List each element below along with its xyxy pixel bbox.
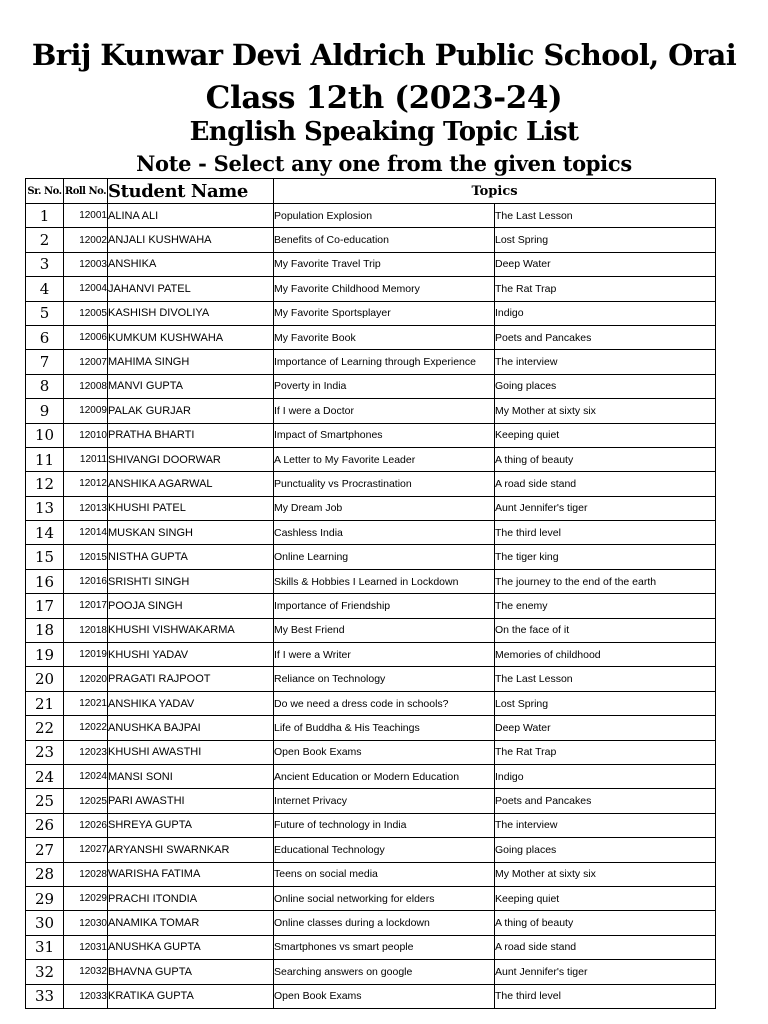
topic-1-cell: Skills & Hobbies I Learned in Lockdown	[274, 569, 495, 593]
student-name-cell: ANUSHKA BAJPAI	[108, 716, 274, 740]
table-row	[26, 447, 716, 471]
sr-no-cell: 27	[26, 838, 64, 862]
table-row	[26, 496, 716, 520]
topic-2-cell: Indigo	[495, 764, 716, 788]
roll-no-cell: 12026	[64, 813, 108, 837]
student-name-cell: ANSHIKA AGARWAL	[108, 472, 274, 496]
table-row	[26, 862, 716, 886]
topic-2-cell: The third level	[495, 521, 716, 545]
sr-no-cell: 13	[26, 496, 64, 520]
student-name-cell: ANJALI KUSHWAHA	[108, 228, 274, 252]
topic-2-cell: Aunt Jennifer's tiger	[495, 960, 716, 984]
roll-no-cell: 12011	[64, 447, 108, 471]
student-name-cell: ANAMIKA TOMAR	[108, 911, 274, 935]
student-name-cell: ARYANSHI SWARNKAR	[108, 838, 274, 862]
student-name-cell: MANVI GUPTA	[108, 374, 274, 398]
topic-1-cell: Population Explosion	[274, 204, 495, 228]
sr-no-cell: 28	[26, 862, 64, 886]
student-name-cell: KHUSHI PATEL	[108, 496, 274, 520]
sr-no-cell: 8	[26, 374, 64, 398]
topic-1-cell: Poverty in India	[274, 374, 495, 398]
topic-1-cell: My Favorite Sportsplayer	[274, 301, 495, 325]
roll-no-cell: 12027	[64, 838, 108, 862]
student-name-cell: KRATIKA GUPTA	[108, 984, 274, 1008]
table-row	[26, 423, 716, 447]
student-name-cell: BHAVNA GUPTA	[108, 960, 274, 984]
student-name-cell: SHREYA GUPTA	[108, 813, 274, 837]
topic-2-cell: Keeping quiet	[495, 886, 716, 910]
student-name-cell: ANUSHKA GUPTA	[108, 935, 274, 959]
topic-2-cell: Keeping quiet	[495, 423, 716, 447]
topic-1-cell: Searching answers on google	[274, 960, 495, 984]
table-row	[26, 667, 716, 691]
table-row	[26, 911, 716, 935]
table-row	[26, 277, 716, 301]
sr-no-cell: 1	[26, 204, 64, 228]
sr-no-cell: 6	[26, 325, 64, 349]
topic-2-cell: Deep Water	[495, 252, 716, 276]
topic-1-cell: My Favorite Travel Trip	[274, 252, 495, 276]
topic-1-cell: Impact of Smartphones	[274, 423, 495, 447]
student-name-cell: KHUSHI VISHWAKARMA	[108, 618, 274, 642]
topic-1-cell: Importance of Learning through Experience	[274, 350, 495, 374]
student-name-cell: NISTHA GUPTA	[108, 545, 274, 569]
roll-no-cell: 12006	[64, 325, 108, 349]
header-student-name: Student Name	[108, 179, 274, 204]
topic-2-cell: A thing of beauty	[495, 911, 716, 935]
topic-1-cell: Open Book Exams	[274, 984, 495, 1008]
topic-1-cell: Life of Buddha & His Teachings	[274, 716, 495, 740]
topic-2-cell: On the face of it	[495, 618, 716, 642]
topic-2-cell: Memories of childhood	[495, 643, 716, 667]
topic-1-cell: My Dream Job	[274, 496, 495, 520]
student-name-cell: ANSHIKA YADAV	[108, 691, 274, 715]
topic-2-cell: The journey to the end of the earth	[495, 569, 716, 593]
sr-no-cell: 4	[26, 277, 64, 301]
student-name-cell: ANSHIKA	[108, 252, 274, 276]
topic-1-cell: My Best Friend	[274, 618, 495, 642]
roll-no-cell: 12008	[64, 374, 108, 398]
topic-1-cell: Benefits of Co-education	[274, 228, 495, 252]
roll-no-cell: 12005	[64, 301, 108, 325]
header-roll-no: Roll No.	[64, 179, 108, 204]
sr-no-cell: 11	[26, 447, 64, 471]
table-row	[26, 813, 716, 837]
roll-no-cell: 12031	[64, 935, 108, 959]
topic-1-cell: If I were a Doctor	[274, 399, 495, 423]
roll-no-cell: 12013	[64, 496, 108, 520]
sr-no-cell: 23	[26, 740, 64, 764]
topic-2-cell: My Mother at sixty six	[495, 862, 716, 886]
topic-2-cell: A road side stand	[495, 472, 716, 496]
roll-no-cell: 12033	[64, 984, 108, 1008]
sr-no-cell: 30	[26, 911, 64, 935]
roll-no-cell: 12020	[64, 667, 108, 691]
topic-1-cell: Reliance on Technology	[274, 667, 495, 691]
table-row	[26, 350, 716, 374]
topic-2-cell: A thing of beauty	[495, 447, 716, 471]
sr-no-cell: 26	[26, 813, 64, 837]
roll-no-cell: 12017	[64, 594, 108, 618]
topic-1-cell: Teens on social media	[274, 862, 495, 886]
list-title: English Speaking Topic List	[189, 117, 579, 147]
sr-no-cell: 29	[26, 886, 64, 910]
sr-no-cell: 17	[26, 594, 64, 618]
roll-no-cell: 12012	[64, 472, 108, 496]
topic-2-cell: Poets and Pancakes	[495, 789, 716, 813]
topic-1-cell: Do we need a dress code in schools?	[274, 691, 495, 715]
roll-no-cell: 12032	[64, 960, 108, 984]
topic-2-cell: The Rat Trap	[495, 277, 716, 301]
table-row	[26, 374, 716, 398]
table-row	[26, 838, 716, 862]
roll-no-cell: 12025	[64, 789, 108, 813]
sr-no-cell: 22	[26, 716, 64, 740]
header-sr-no: Sr. No.	[26, 179, 64, 204]
table-row	[26, 643, 716, 667]
sr-no-cell: 31	[26, 935, 64, 959]
topic-1-cell: Open Book Exams	[274, 740, 495, 764]
table-row	[26, 252, 716, 276]
topic-2-cell: Going places	[495, 838, 716, 862]
topic-2-cell: My Mother at sixty six	[495, 399, 716, 423]
roll-no-cell: 12009	[64, 399, 108, 423]
topic-2-cell: Indigo	[495, 301, 716, 325]
table-row	[26, 886, 716, 910]
student-name-cell: PRACHI ITONDIA	[108, 886, 274, 910]
roll-no-cell: 12003	[64, 252, 108, 276]
topic-2-cell: A road side stand	[495, 935, 716, 959]
roll-no-cell: 12023	[64, 740, 108, 764]
roll-no-cell: 12024	[64, 764, 108, 788]
topic-2-cell: The Last Lesson	[495, 667, 716, 691]
sr-no-cell: 9	[26, 399, 64, 423]
student-name-cell: JAHANVI PATEL	[108, 277, 274, 301]
table-row	[26, 789, 716, 813]
topic-2-cell: The tiger king	[495, 545, 716, 569]
topic-1-cell: A Letter to My Favorite Leader	[274, 447, 495, 471]
roll-no-cell: 12015	[64, 545, 108, 569]
student-name-cell: KHUSHI AWASTHI	[108, 740, 274, 764]
table-row	[26, 472, 716, 496]
topic-1-cell: Smartphones vs smart people	[274, 935, 495, 959]
header-topics: Topics	[274, 179, 716, 204]
student-name-cell: MUSKAN SINGH	[108, 521, 274, 545]
table-row	[26, 325, 716, 349]
student-name-cell: WARISHA FATIMA	[108, 862, 274, 886]
student-name-cell: MANSI SONI	[108, 764, 274, 788]
roll-no-cell: 12030	[64, 911, 108, 935]
topic-2-cell: Deep Water	[495, 716, 716, 740]
table-row	[26, 618, 716, 642]
sr-no-cell: 19	[26, 643, 64, 667]
topic-2-cell: The interview	[495, 350, 716, 374]
topic-2-cell: Going places	[495, 374, 716, 398]
roll-no-cell: 12022	[64, 716, 108, 740]
topic-2-cell: Lost Spring	[495, 691, 716, 715]
sr-no-cell: 21	[26, 691, 64, 715]
student-name-cell: SHIVANGI DOORWAR	[108, 447, 274, 471]
topic-2-cell: Aunt Jennifer's tiger	[495, 496, 716, 520]
topic-1-cell: Ancient Education or Modern Education	[274, 764, 495, 788]
table-row	[26, 545, 716, 569]
roll-no-cell: 12018	[64, 618, 108, 642]
topic-1-cell: Punctuality vs Procrastination	[274, 472, 495, 496]
roll-no-cell: 12029	[64, 886, 108, 910]
sr-no-cell: 24	[26, 764, 64, 788]
sr-no-cell: 33	[26, 984, 64, 1008]
school-name: Brij Kunwar Devi Aldrich Public School, Orai	[31, 38, 737, 72]
table-body	[26, 204, 716, 1009]
student-name-cell: KASHISH DIVOLIYA	[108, 301, 274, 325]
topic-2-cell: The Last Lesson	[495, 204, 716, 228]
sr-no-cell: 20	[26, 667, 64, 691]
table-row	[26, 960, 716, 984]
roll-no-cell: 12028	[64, 862, 108, 886]
topic-1-cell: Educational Technology	[274, 838, 495, 862]
roll-no-cell: 12010	[64, 423, 108, 447]
student-name-cell: PRATHA BHARTI	[108, 423, 274, 447]
topic-2-cell: The third level	[495, 984, 716, 1008]
student-name-cell: KUMKUM KUSHWAHA	[108, 325, 274, 349]
table-row	[26, 399, 716, 423]
student-name-cell: KHUSHI YADAV	[108, 643, 274, 667]
topic-2-cell: Lost Spring	[495, 228, 716, 252]
topic-1-cell: My Favorite Book	[274, 325, 495, 349]
topic-1-cell: Online social networking for elders	[274, 886, 495, 910]
roll-no-cell: 12014	[64, 521, 108, 545]
table-row	[26, 521, 716, 545]
table-row	[26, 204, 716, 228]
sr-no-cell: 16	[26, 569, 64, 593]
topic-1-cell: Cashless India	[274, 521, 495, 545]
topic-1-cell: Future of technology in India	[274, 813, 495, 837]
student-name-cell: PRAGATI RAJPOOT	[108, 667, 274, 691]
table-row	[26, 228, 716, 252]
student-name-cell: MAHIMA SINGH	[108, 350, 274, 374]
topic-1-cell: My Favorite Childhood Memory	[274, 277, 495, 301]
student-name-cell: ALINA ALI	[108, 204, 274, 228]
instruction-note: Note - Select any one from the given topics	[136, 151, 632, 176]
student-name-cell: SRISHTI SINGH	[108, 569, 274, 593]
topic-2-cell: The enemy	[495, 594, 716, 618]
sr-no-cell: 5	[26, 301, 64, 325]
sr-no-cell: 25	[26, 789, 64, 813]
roll-no-cell: 12019	[64, 643, 108, 667]
roll-no-cell: 12021	[64, 691, 108, 715]
table-header-row	[26, 179, 716, 204]
sr-no-cell: 18	[26, 618, 64, 642]
topic-2-cell: The Rat Trap	[495, 740, 716, 764]
table-row	[26, 935, 716, 959]
class-title: Class 12th (2023-24)	[205, 80, 563, 116]
topic-1-cell: If I were a Writer	[274, 643, 495, 667]
student-name-cell: PALAK GURJAR	[108, 399, 274, 423]
topic-1-cell: Internet Privacy	[274, 789, 495, 813]
topic-1-cell: Importance of Friendship	[274, 594, 495, 618]
roll-no-cell: 12002	[64, 228, 108, 252]
table-row	[26, 984, 716, 1008]
table-row	[26, 764, 716, 788]
sr-no-cell: 7	[26, 350, 64, 374]
topic-1-cell: Online Learning	[274, 545, 495, 569]
table-row	[26, 594, 716, 618]
sr-no-cell: 15	[26, 545, 64, 569]
student-name-cell: POOJA SINGH	[108, 594, 274, 618]
table-row	[26, 301, 716, 325]
table-row	[26, 740, 716, 764]
sr-no-cell: 14	[26, 521, 64, 545]
table-row	[26, 716, 716, 740]
sr-no-cell: 3	[26, 252, 64, 276]
sr-no-cell: 12	[26, 472, 64, 496]
roll-no-cell: 12007	[64, 350, 108, 374]
table-row	[26, 691, 716, 715]
roll-no-cell: 12004	[64, 277, 108, 301]
roll-no-cell: 12001	[64, 204, 108, 228]
sr-no-cell: 32	[26, 960, 64, 984]
sr-no-cell: 2	[26, 228, 64, 252]
table-row	[26, 569, 716, 593]
topic-table	[25, 178, 716, 1009]
roll-no-cell: 12016	[64, 569, 108, 593]
topic-2-cell: The interview	[495, 813, 716, 837]
sr-no-cell: 10	[26, 423, 64, 447]
topic-1-cell: Online classes during a lockdown	[274, 911, 495, 935]
student-name-cell: PARI AWASTHI	[108, 789, 274, 813]
topic-2-cell: Poets and Pancakes	[495, 325, 716, 349]
